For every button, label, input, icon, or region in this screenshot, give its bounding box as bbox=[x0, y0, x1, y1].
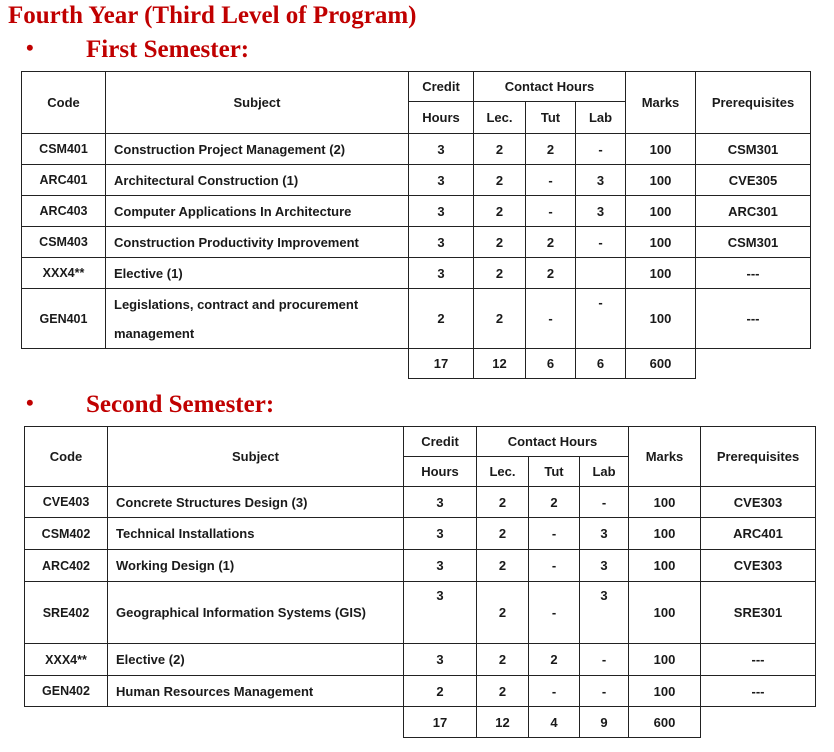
course-subject: Construction Productivity Improvement bbox=[106, 227, 409, 258]
total-lec: 12 bbox=[477, 707, 529, 738]
semester-title: Second Semester: bbox=[86, 391, 275, 418]
course-code: XXX4** bbox=[22, 258, 106, 289]
course-subject: Architectural Construction (1) bbox=[106, 165, 409, 196]
lab-hours: 3 bbox=[580, 582, 629, 644]
marks: 100 bbox=[629, 550, 701, 582]
header-marks: Marks bbox=[629, 427, 701, 487]
total-credit: 17 bbox=[404, 707, 477, 738]
lec-hours: 2 bbox=[477, 550, 529, 582]
semester-title: First Semester: bbox=[86, 36, 250, 63]
credit-hours: 3 bbox=[404, 644, 477, 676]
course-subject: Concrete Structures Design (3) bbox=[108, 487, 404, 518]
course-code: GEN401 bbox=[22, 289, 106, 349]
semester-heading-2 bbox=[26, 391, 274, 419]
prerequisite: CVE305 bbox=[696, 165, 811, 196]
tut-hours: - bbox=[529, 676, 580, 707]
tut-hours: - bbox=[526, 165, 576, 196]
course-code: XXX4** bbox=[25, 644, 108, 676]
lec-hours: 2 bbox=[477, 518, 529, 550]
credit-hours: 3 bbox=[409, 165, 474, 196]
tut-hours: - bbox=[529, 518, 580, 550]
course-code: CSM401 bbox=[22, 134, 106, 165]
tut-hours: 2 bbox=[529, 487, 580, 518]
header-prerequisites: Prerequisites bbox=[696, 72, 811, 134]
course-code: SRE402 bbox=[25, 582, 108, 644]
tut-hours: - bbox=[526, 196, 576, 227]
lec-hours: 2 bbox=[477, 582, 529, 644]
lab-hours: - bbox=[576, 134, 626, 165]
header-hours: Hours bbox=[404, 457, 477, 487]
bullet-icon: • bbox=[26, 35, 34, 60]
bullet-icon: • bbox=[26, 390, 34, 415]
tut-hours: - bbox=[529, 582, 580, 644]
marks: 100 bbox=[629, 644, 701, 676]
total-marks: 600 bbox=[626, 349, 696, 379]
prerequisite: CVE303 bbox=[701, 487, 816, 518]
lec-hours: 2 bbox=[474, 289, 526, 349]
prerequisite: --- bbox=[701, 644, 816, 676]
total-lab: 9 bbox=[580, 707, 629, 738]
course-subject: Computer Applications In Architecture bbox=[106, 196, 409, 227]
course-code: GEN402 bbox=[25, 676, 108, 707]
course-code: CSM403 bbox=[22, 227, 106, 258]
prerequisite: ARC401 bbox=[701, 518, 816, 550]
lab-hours: 3 bbox=[580, 518, 629, 550]
header-marks: Marks bbox=[626, 72, 696, 134]
marks: 100 bbox=[626, 196, 696, 227]
header-prerequisites: Prerequisites bbox=[701, 427, 816, 487]
header-credit: Credit bbox=[404, 427, 477, 457]
table-row bbox=[25, 582, 816, 644]
credit-hours: 3 bbox=[409, 134, 474, 165]
marks: 100 bbox=[629, 487, 701, 518]
marks: 100 bbox=[626, 289, 696, 349]
lab-hours: - bbox=[580, 676, 629, 707]
totals-row bbox=[22, 349, 811, 379]
header-tut: Tut bbox=[529, 457, 580, 487]
tut-hours: 2 bbox=[526, 227, 576, 258]
total-lab: 6 bbox=[576, 349, 626, 379]
course-subject: Geographical Information Systems (GIS) bbox=[108, 582, 404, 644]
course-code: CVE403 bbox=[25, 487, 108, 518]
marks: 100 bbox=[626, 165, 696, 196]
lec-hours: 2 bbox=[477, 487, 529, 518]
prerequisite: CSM301 bbox=[696, 227, 811, 258]
marks: 100 bbox=[629, 518, 701, 550]
header-subject: Subject bbox=[106, 72, 409, 134]
header-row bbox=[22, 72, 811, 102]
table-row bbox=[25, 550, 816, 582]
credit-hours: 3 bbox=[404, 582, 477, 644]
tut-hours: - bbox=[526, 289, 576, 349]
total-credit: 17 bbox=[409, 349, 474, 379]
table-row bbox=[22, 289, 811, 349]
course-code: ARC401 bbox=[22, 165, 106, 196]
tut-hours: 2 bbox=[529, 644, 580, 676]
header-lab: Lab bbox=[580, 457, 629, 487]
credit-hours: 2 bbox=[404, 676, 477, 707]
lec-hours: 2 bbox=[474, 165, 526, 196]
marks: 100 bbox=[629, 582, 701, 644]
header-lec: Lec. bbox=[477, 457, 529, 487]
table-row bbox=[25, 487, 816, 518]
header-row bbox=[25, 427, 816, 457]
credit-hours: 3 bbox=[404, 518, 477, 550]
lec-hours: 2 bbox=[474, 258, 526, 289]
prerequisite: CVE303 bbox=[701, 550, 816, 582]
header-code: Code bbox=[22, 72, 106, 134]
credit-hours: 3 bbox=[409, 227, 474, 258]
lab-hours: - bbox=[576, 289, 626, 349]
total-lec: 12 bbox=[474, 349, 526, 379]
course-code: ARC403 bbox=[22, 196, 106, 227]
course-subject: Elective (1) bbox=[106, 258, 409, 289]
tut-hours: - bbox=[529, 550, 580, 582]
course-subject: Human Resources Management bbox=[108, 676, 404, 707]
marks: 100 bbox=[626, 134, 696, 165]
course-subject: Construction Project Management (2) bbox=[106, 134, 409, 165]
total-tut: 6 bbox=[526, 349, 576, 379]
lec-hours: 2 bbox=[474, 227, 526, 258]
lec-hours: 2 bbox=[477, 676, 529, 707]
course-code: CSM402 bbox=[25, 518, 108, 550]
page-title: Fourth Year (Third Level of Program) bbox=[8, 2, 417, 29]
table-row bbox=[25, 676, 816, 707]
lab-hours: - bbox=[580, 487, 629, 518]
lec-hours: 2 bbox=[474, 196, 526, 227]
table-row bbox=[22, 258, 811, 289]
table-row bbox=[22, 165, 811, 196]
header-credit: Credit bbox=[409, 72, 474, 102]
course-subject: Technical Installations bbox=[108, 518, 404, 550]
header-lab: Lab bbox=[576, 102, 626, 134]
tut-hours: 2 bbox=[526, 258, 576, 289]
prerequisite: --- bbox=[696, 258, 811, 289]
header-tut: Tut bbox=[526, 102, 576, 134]
header-hours: Hours bbox=[409, 102, 474, 134]
prerequisite: SRE301 bbox=[701, 582, 816, 644]
prerequisite: --- bbox=[696, 289, 811, 349]
course-subject: Working Design (1) bbox=[108, 550, 404, 582]
credit-hours: 3 bbox=[404, 550, 477, 582]
total-marks: 600 bbox=[629, 707, 701, 738]
totals-row bbox=[25, 707, 816, 738]
table-row bbox=[22, 134, 811, 165]
credit-hours: 3 bbox=[404, 487, 477, 518]
course-code: ARC402 bbox=[25, 550, 108, 582]
total-tut: 4 bbox=[529, 707, 580, 738]
course-subject: Legislations, contract and procurement management bbox=[106, 289, 409, 349]
lab-hours: - bbox=[580, 644, 629, 676]
table-row bbox=[22, 227, 811, 258]
lab-hours: 3 bbox=[576, 165, 626, 196]
lec-hours: 2 bbox=[474, 134, 526, 165]
lec-hours: 2 bbox=[477, 644, 529, 676]
credit-hours: 2 bbox=[409, 289, 474, 349]
lab-hours bbox=[576, 258, 626, 289]
marks: 100 bbox=[626, 258, 696, 289]
prerequisite: --- bbox=[701, 676, 816, 707]
lab-hours: 3 bbox=[576, 196, 626, 227]
prerequisite: CSM301 bbox=[696, 134, 811, 165]
header-lec: Lec. bbox=[474, 102, 526, 134]
lab-hours: - bbox=[576, 227, 626, 258]
table-row bbox=[25, 644, 816, 676]
lab-hours: 3 bbox=[580, 550, 629, 582]
marks: 100 bbox=[626, 227, 696, 258]
table-row bbox=[22, 196, 811, 227]
header-contact-hours: Contact Hours bbox=[477, 427, 629, 457]
semester-heading-1 bbox=[26, 36, 249, 64]
header-subject: Subject bbox=[108, 427, 404, 487]
header-code: Code bbox=[25, 427, 108, 487]
marks: 100 bbox=[629, 676, 701, 707]
credit-hours: 3 bbox=[409, 196, 474, 227]
header-contact-hours: Contact Hours bbox=[474, 72, 626, 102]
credit-hours: 3 bbox=[409, 258, 474, 289]
course-table-2 bbox=[24, 426, 816, 738]
course-table-1 bbox=[21, 71, 811, 379]
tut-hours: 2 bbox=[526, 134, 576, 165]
course-subject: Elective (2) bbox=[108, 644, 404, 676]
prerequisite: ARC301 bbox=[696, 196, 811, 227]
table-row bbox=[25, 518, 816, 550]
